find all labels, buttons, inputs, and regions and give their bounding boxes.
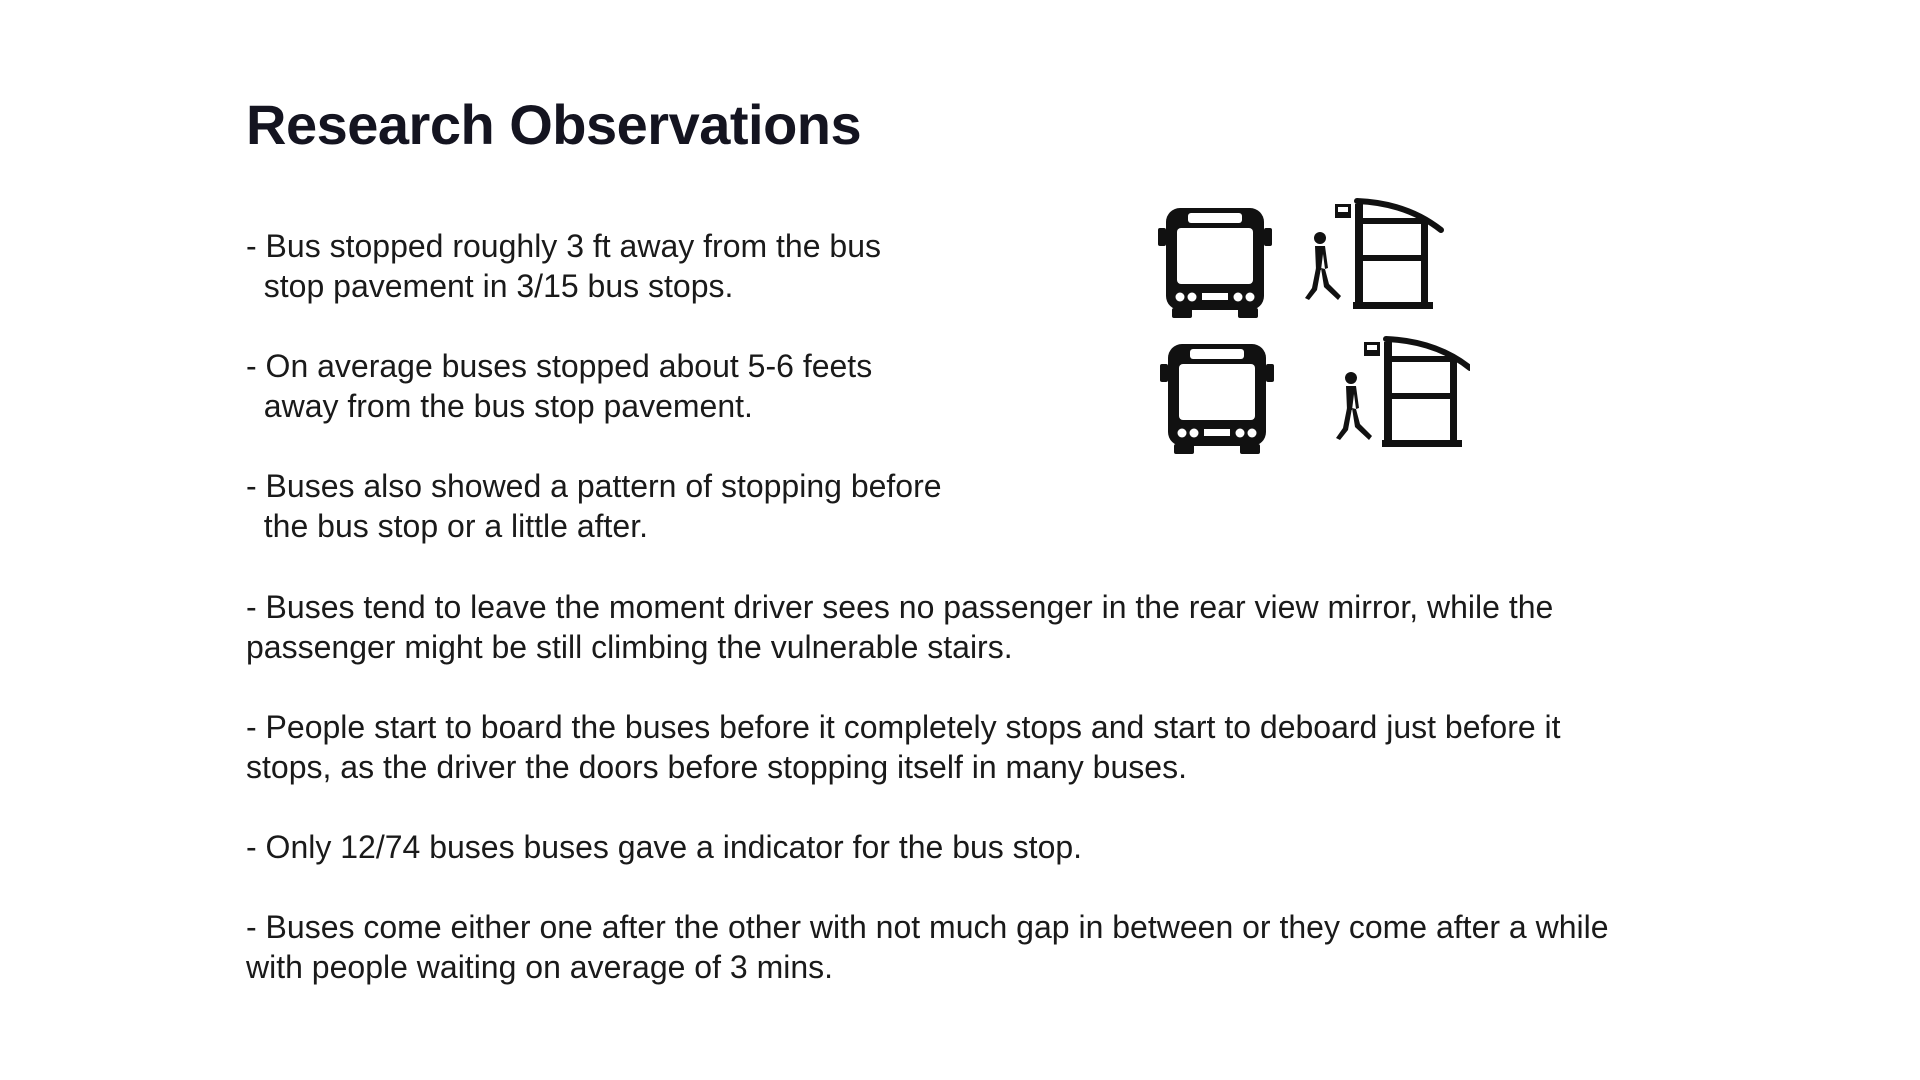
observation-line: - Buses tend to leave the moment driver sees no passenger in the rear view mirror, while the — [246, 589, 1554, 625]
observation-item — [246, 587, 1553, 667]
bus-shelter-icon — [1335, 201, 1441, 309]
observation-item — [246, 226, 881, 306]
observation-item — [246, 707, 1561, 787]
observation-line: - Buses come either one after the other with not much gap in between or they come after a while — [246, 909, 1609, 945]
observation-line: the bus stop or a little after. — [246, 508, 648, 544]
bus-icon — [1160, 344, 1274, 454]
bus-stop-illustration — [1150, 190, 1470, 460]
observation-item — [246, 346, 872, 426]
observation-line: stop pavement in 3/15 bus stops. — [246, 268, 734, 304]
pedestrian-icon — [1305, 232, 1341, 300]
pedestrian-icon — [1336, 372, 1372, 440]
observation-line: - Bus stopped roughly 3 ft away from the bus — [246, 228, 881, 264]
observation-item — [246, 907, 1609, 987]
observation-line: - People start to board the buses before it completely stops and start to deboard just before it — [246, 709, 1561, 745]
observation-line: with people waiting on average of 3 mins. — [246, 949, 834, 985]
bus-shelter-icon — [1364, 339, 1470, 447]
observation-line: stops, as the driver the doors before stopping itself in many buses. — [246, 749, 1187, 785]
page-title: Research Observations — [246, 93, 862, 156]
observation-line: - Only 12/74 buses buses gave a indicator for the bus stop. — [246, 829, 1083, 865]
observation-line: away from the bus stop pavement. — [246, 388, 753, 424]
observation-line: passenger might be still climbing the vulnerable stairs. — [246, 629, 1013, 665]
observation-line: - On average buses stopped about 5-6 feets — [246, 348, 873, 384]
observation-line: - Buses also showed a pattern of stopping before — [246, 468, 942, 504]
observation-item — [246, 827, 1082, 867]
observation-item — [246, 466, 942, 546]
bus-icon — [1158, 208, 1272, 318]
